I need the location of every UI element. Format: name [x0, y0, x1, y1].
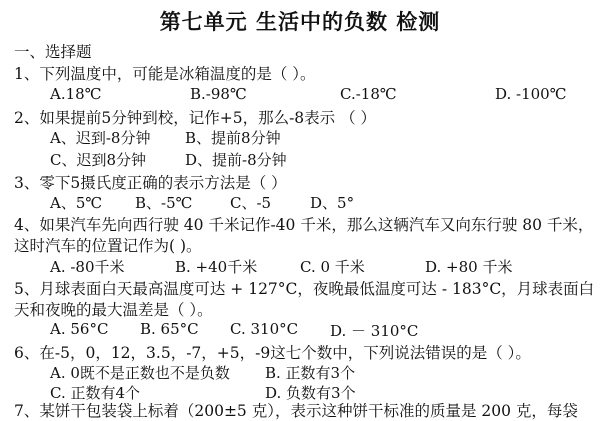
question-4-stem-line-1: 4、如果汽车先向西行驶 40 千米记作-40 千米，那么这辆汽车又向东行驶 80 千米，: [14, 216, 594, 234]
q3-option-a: A、5℃: [50, 194, 103, 212]
q2-option-d: D、提前-8分钟: [185, 151, 287, 169]
q3-option-d: D、5°: [310, 194, 355, 212]
question-2-stem: 2、如果提前5分钟到校，记作+5，那么-8表示 （ ）: [14, 109, 377, 127]
question-1-stem: 1、下列温度中，可能是冰箱温度的是（ ）。: [14, 65, 316, 83]
q2-option-c: C、迟到8分钟: [50, 151, 147, 169]
q1-option-c: C.-18℃: [340, 85, 397, 103]
q6-option-a: A. 0既不是正数也不是负数: [50, 364, 230, 382]
question-5-stem-line-2: 天和夜晚的最大温差是（ ）。: [14, 301, 213, 319]
q1-option-d: D. -100℃: [495, 85, 567, 103]
q4-option-b: B. +40千米: [175, 258, 258, 276]
q5-option-b: B. 65°C: [140, 320, 199, 338]
q2-option-a: A、迟到-8分钟: [50, 129, 151, 147]
question-3-stem: 3、零下5摄氏度正确的表示方法是（ ）: [14, 174, 287, 192]
q4-option-d: D. +80 千米: [425, 258, 513, 276]
q3-option-b: B、-5℃: [135, 194, 193, 212]
q2-option-b: B、提前8分钟: [185, 129, 281, 147]
q6-option-d: D. 负数有3个: [265, 384, 356, 402]
q6-option-b: B. 正数有3个: [265, 364, 356, 382]
question-4-stem-line-2: 这时汽车的位置记作为( )。: [14, 237, 202, 255]
q1-option-b: B.-98℃: [190, 85, 247, 103]
section-heading: 一、选择题: [14, 43, 92, 61]
q5-option-d: D. － 310°C: [330, 322, 419, 340]
question-6-stem: 6、在-5，0，12，3.5，-7，+5，-9这七个数中，下列说法错误的是（ ）。: [14, 344, 531, 362]
page-title: 第七单元 生活中的负数 检测: [159, 9, 441, 34]
q5-option-a: A. 56°C: [50, 320, 109, 338]
q3-option-c: C、-5: [230, 194, 272, 212]
q6-option-c: C. 正数有4个: [50, 384, 141, 402]
question-5-stem-line-1: 5、月球表面白天最高温度可达 + 127°C，夜晚最低温度可达 - 183°C，月球表面白: [14, 280, 595, 298]
q4-option-a: A. -80千米: [50, 258, 125, 276]
q1-option-a: A.18℃: [50, 85, 102, 103]
question-7-stem: 7、某饼干包装袋上标着（200±5 克），表示这种饼干标准的质量是 200 克，每袋: [14, 402, 578, 420]
q5-option-c: C. 310°C: [230, 320, 299, 338]
q4-option-c: C. 0 千米: [300, 258, 365, 276]
